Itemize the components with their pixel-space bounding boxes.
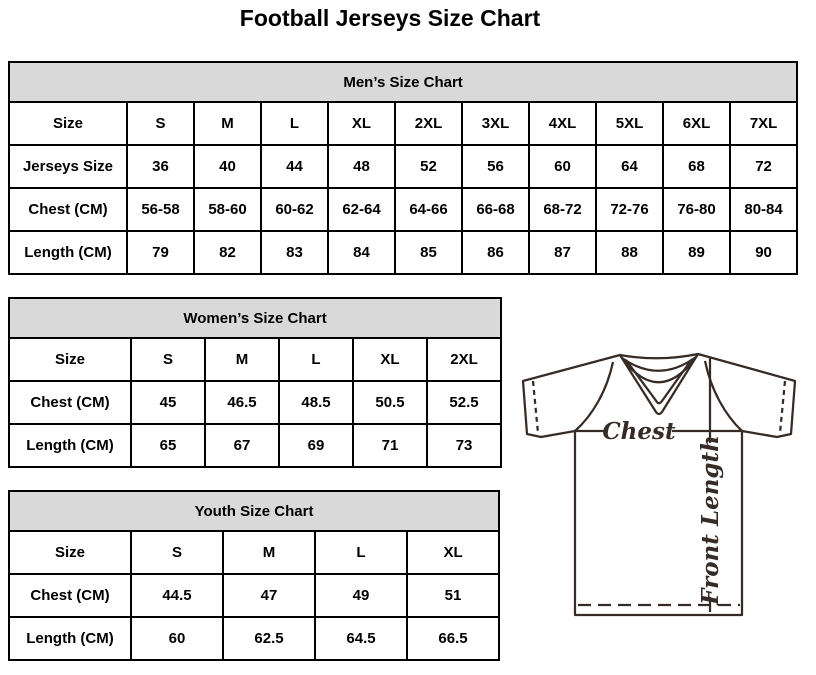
cell: 89 <box>663 231 730 274</box>
cell: 90 <box>730 231 797 274</box>
table-row <box>9 188 797 231</box>
cell: 71 <box>353 424 427 467</box>
left-cuff-dash <box>533 381 538 433</box>
right-cuff-dash <box>780 381 785 433</box>
cell: 82 <box>194 231 261 274</box>
cell: 44 <box>261 145 328 188</box>
cell: 62-64 <box>328 188 395 231</box>
page-title: Football Jerseys Size Chart <box>239 5 541 31</box>
cell: 72 <box>730 145 797 188</box>
table-row <box>9 574 499 617</box>
cell: 52.5 <box>427 381 501 424</box>
cell: 76-80 <box>663 188 730 231</box>
row-label: Size <box>9 338 131 381</box>
cell: 67 <box>205 424 279 467</box>
cell: 87 <box>529 231 596 274</box>
cell: M <box>223 531 315 574</box>
cell: 36 <box>127 145 194 188</box>
cell: S <box>127 102 194 145</box>
row-label: Size <box>9 531 131 574</box>
cell: XL <box>328 102 395 145</box>
cell: 73 <box>427 424 501 467</box>
cell: 7XL <box>730 102 797 145</box>
cell: 6XL <box>663 102 730 145</box>
cell: 64-66 <box>395 188 462 231</box>
cell: 64.5 <box>315 617 407 660</box>
table-row <box>9 381 501 424</box>
table-title-row <box>9 62 797 102</box>
cell: 48.5 <box>279 381 353 424</box>
youth-table-title: Youth Size Chart <box>9 491 499 531</box>
cell: 3XL <box>462 102 529 145</box>
row-label: Jerseys Size <box>9 145 127 188</box>
cell: 58-60 <box>194 188 261 231</box>
cell: XL <box>407 531 499 574</box>
cell: 47 <box>223 574 315 617</box>
cell: S <box>131 531 223 574</box>
cell: 5XL <box>596 102 663 145</box>
row-label: Chest (CM) <box>9 381 131 424</box>
womens-table-title: Women’s Size Chart <box>9 298 501 338</box>
cell: 80-84 <box>730 188 797 231</box>
cell: M <box>194 102 261 145</box>
cell: 60 <box>529 145 596 188</box>
cell: 46.5 <box>205 381 279 424</box>
cell: 52 <box>395 145 462 188</box>
cell: 62.5 <box>223 617 315 660</box>
cell: 84 <box>328 231 395 274</box>
cell: 40 <box>194 145 261 188</box>
cell: 49 <box>315 574 407 617</box>
cell: 72-76 <box>596 188 663 231</box>
table-row <box>9 424 501 467</box>
row-label: Chest (CM) <box>9 188 127 231</box>
table-row <box>9 617 499 660</box>
cell: 60 <box>131 617 223 660</box>
cell: 44.5 <box>131 574 223 617</box>
cell: 79 <box>127 231 194 274</box>
mens-table-title: Men’s Size Chart <box>9 62 797 102</box>
cell: 86 <box>462 231 529 274</box>
cell: 60-62 <box>261 188 328 231</box>
cell: 68 <box>663 145 730 188</box>
table-row <box>9 531 499 574</box>
cell: 66.5 <box>407 617 499 660</box>
jersey-measurement-diagram <box>505 335 815 670</box>
cell: M <box>205 338 279 381</box>
table-title-row <box>9 491 499 531</box>
table-row <box>9 338 501 381</box>
cell: 45 <box>131 381 205 424</box>
cell: L <box>279 338 353 381</box>
row-label: Length (CM) <box>9 617 131 660</box>
cell: S <box>131 338 205 381</box>
cell: L <box>261 102 328 145</box>
table-title-row <box>9 298 501 338</box>
cell: 69 <box>279 424 353 467</box>
cell: 50.5 <box>353 381 427 424</box>
cell: 83 <box>261 231 328 274</box>
cell: 48 <box>328 145 395 188</box>
mens-size-table <box>8 61 798 275</box>
cell: 2XL <box>427 338 501 381</box>
jersey-outline <box>523 354 795 615</box>
cell: 88 <box>596 231 663 274</box>
cell: 66-68 <box>462 188 529 231</box>
youth-size-table <box>8 490 500 661</box>
row-label: Chest (CM) <box>9 574 131 617</box>
cell: 68-72 <box>529 188 596 231</box>
table-row <box>9 231 797 274</box>
front-length-label: Front Length <box>697 435 724 605</box>
table-row <box>9 145 797 188</box>
cell: 51 <box>407 574 499 617</box>
cell: 65 <box>131 424 205 467</box>
cell: 2XL <box>395 102 462 145</box>
chest-label: Chest <box>602 418 676 445</box>
cell: L <box>315 531 407 574</box>
row-label: Size <box>9 102 127 145</box>
cell: XL <box>353 338 427 381</box>
cell: 56 <box>462 145 529 188</box>
row-label: Length (CM) <box>9 231 127 274</box>
cell: 64 <box>596 145 663 188</box>
cell: 85 <box>395 231 462 274</box>
table-row <box>9 102 797 145</box>
cell: 56-58 <box>127 188 194 231</box>
row-label: Length (CM) <box>9 424 131 467</box>
womens-size-table <box>8 297 502 468</box>
cell: 4XL <box>529 102 596 145</box>
